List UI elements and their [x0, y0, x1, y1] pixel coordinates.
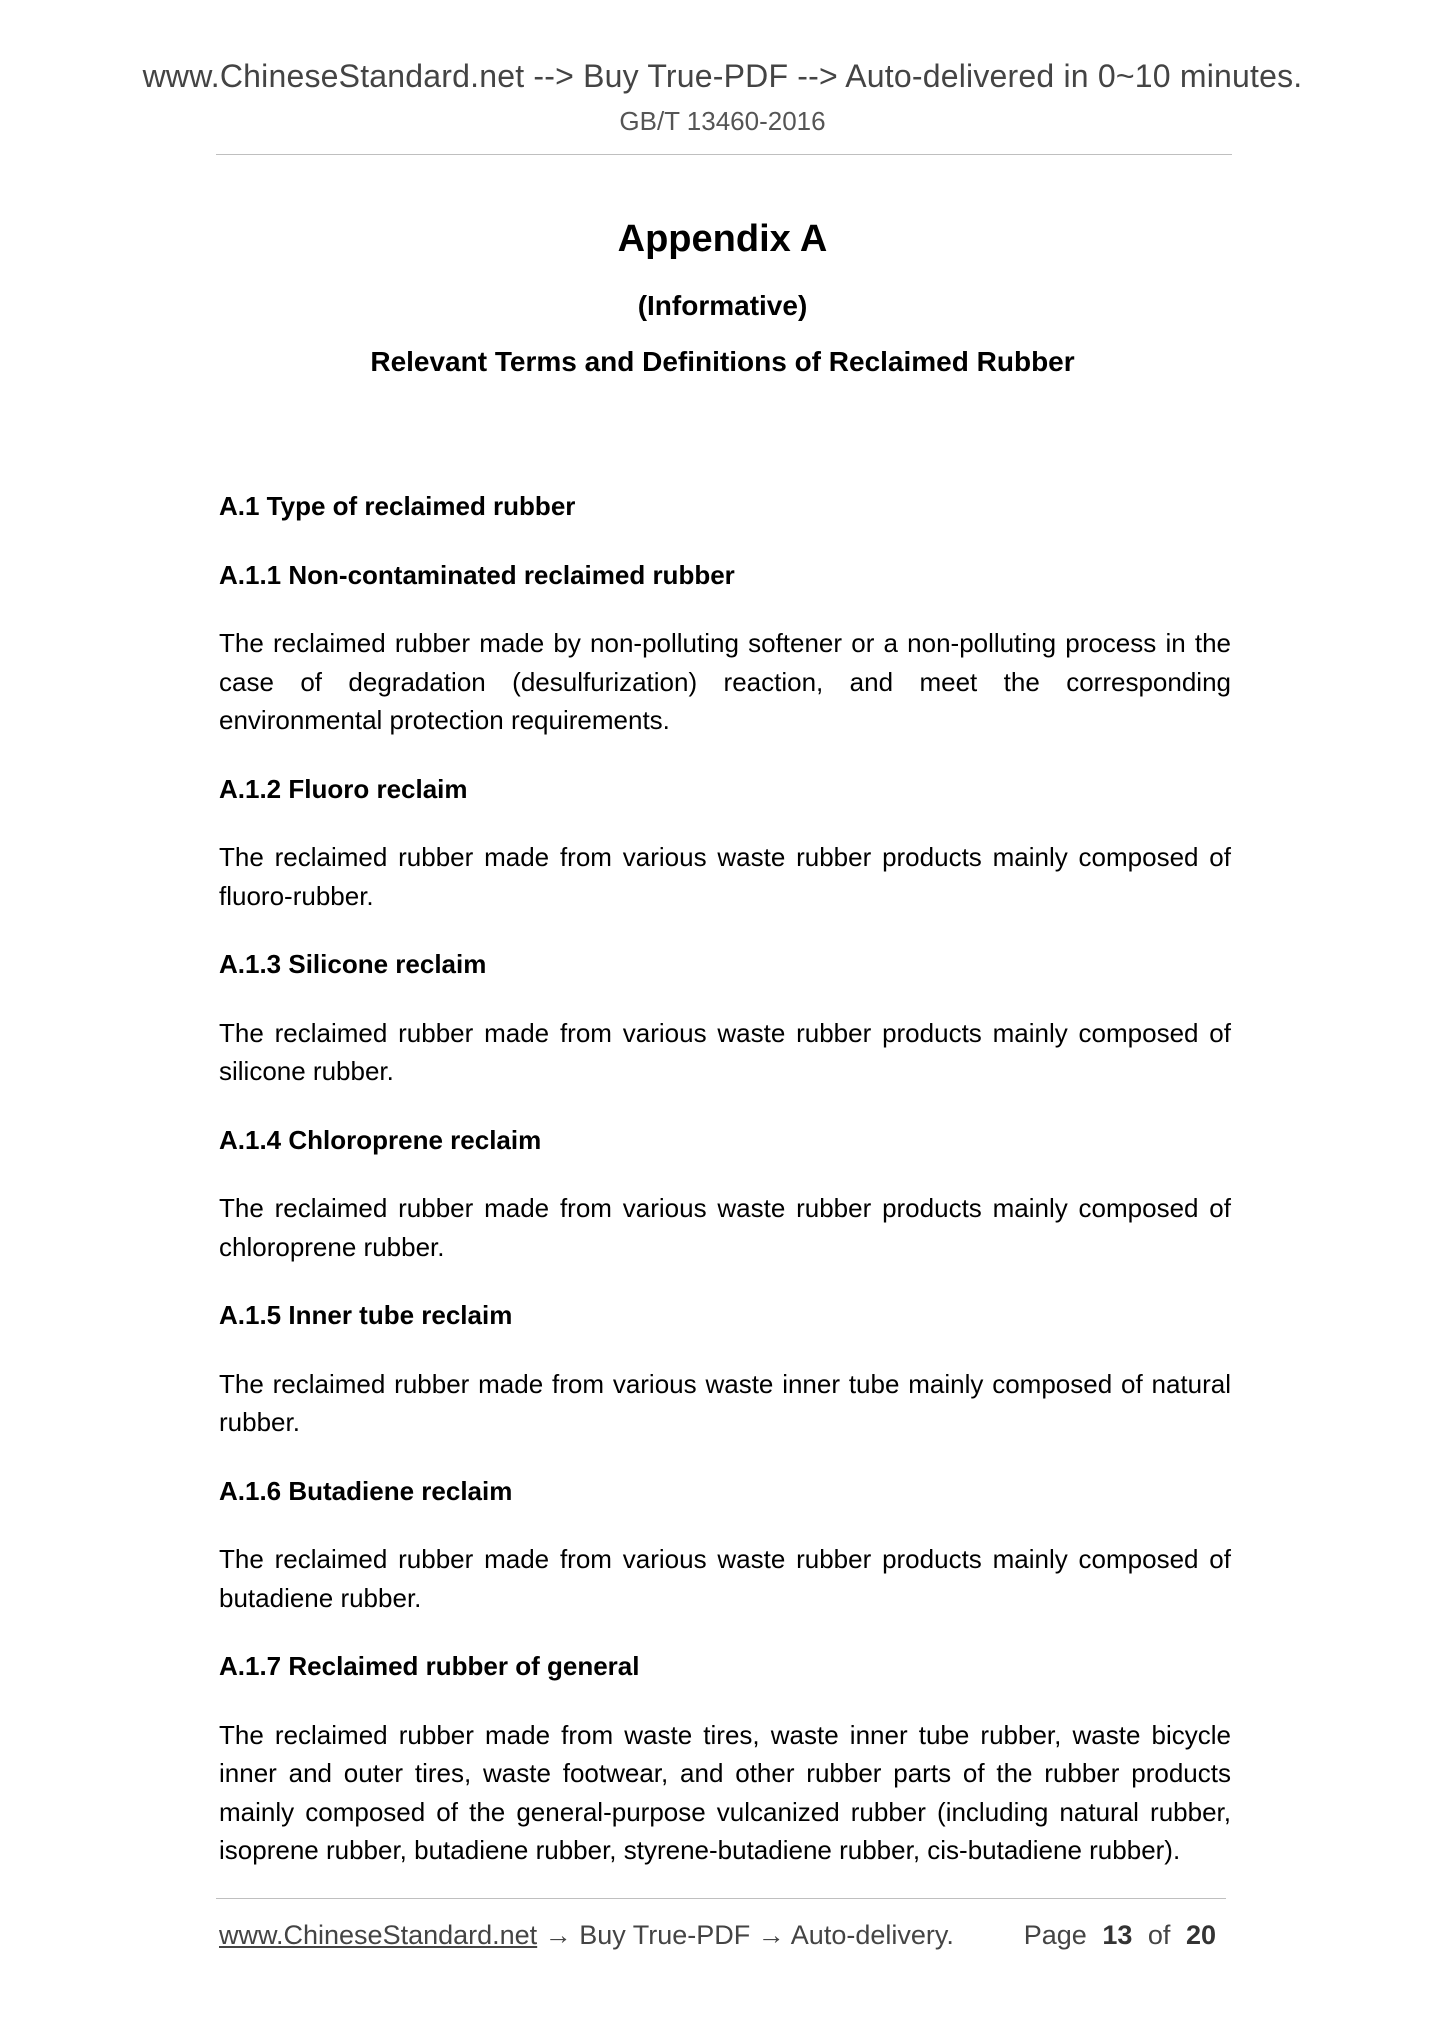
appendix-title: Appendix A	[617, 218, 828, 260]
section-heading-a1-6: A.1.6 Butadiene reclaim	[219, 1475, 513, 1506]
section-heading-a1-3: A.1.3 Silicone reclaim	[219, 949, 487, 979]
page-total: 20	[1185, 1920, 1216, 1950]
section-heading-a1-1: A.1.1 Non-contaminated reclaimed rubber	[219, 559, 735, 590]
section-heading-a1-5: A.1.5 Inner tube reclaim	[219, 1300, 513, 1330]
standard-number: GB/T 13460-2016	[619, 106, 826, 136]
page-indicator	[1024, 1920, 1224, 1951]
section-text-a1-5: The reclaimed rubber made from various waste inner tube mainly composed of natural rubber.	[219, 1368, 1231, 1437]
section-heading-a1-7: A.1.7 Reclaimed rubber of general	[219, 1651, 640, 1681]
header-divider	[216, 154, 1232, 155]
footer-site-link[interactable]: www.ChineseStandard.net	[219, 1920, 538, 1950]
section-heading-a1-4: A.1.4 Chloroprene reclaim	[219, 1124, 542, 1155]
page-label: Page	[1023, 1920, 1087, 1950]
appendix-subtitle: Relevant Terms and Definitions of Reclaimed Rubber	[370, 346, 1075, 377]
footer-divider	[216, 1898, 1226, 1899]
site-banner: www.ChineseStandard.net --> Buy True-PDF --> Auto-delivered in 0~10 minutes.	[142, 58, 1303, 94]
page-of-label: of	[1147, 1920, 1171, 1950]
section-text-a1-3: The reclaimed rubber made from various waste rubber products mainly composed of silicone rubber.	[219, 1017, 1231, 1086]
arrow-right-icon: →	[544, 1920, 572, 1950]
section-text-a1-6: The reclaimed rubber made from various waste rubber products mainly composed of butadiene rubber.	[219, 1544, 1231, 1613]
document-body	[219, 487, 1231, 1900]
appendix-informative-label: (Informative)	[637, 290, 808, 321]
section-text-a1-4: The reclaimed rubber made from various waste rubber products mainly composed of chloroprene rubber.	[219, 1193, 1231, 1262]
arrow-right-icon: →	[757, 1920, 785, 1950]
section-heading-a1: A.1 Type of reclaimed rubber	[219, 491, 576, 521]
footer-delivery-text: Auto-delivery.	[790, 1920, 954, 1950]
section-text-a1-2: The reclaimed rubber made from various waste rubber products mainly composed of fluoro-rubber.	[219, 842, 1231, 911]
section-text-a1-7: The reclaimed rubber made from waste tires, waste inner tube rubber, waste bicycle inner and outer tires, waste footwear, and other rubber parts of the rubber products mainly composed of the general-purpose vulcanized rubber (including natural rubber, isoprene rubber, butadiene rubber, styrene-butadiene rubber, cis-butadiene rubber).	[219, 1719, 1231, 1865]
section-text-a1-1: The reclaimed rubber made by non-polluting softener or a non-polluting process in the case of degradation (desulfurization) reaction, and meet the corresponding environmental protection requirements.	[219, 628, 1231, 735]
section-heading-a1-2: A.1.2 Fluoro reclaim	[219, 773, 468, 804]
page-current: 13	[1102, 1920, 1133, 1950]
footer-links	[219, 1920, 954, 1951]
footer-buy-text: Buy True-PDF	[579, 1920, 751, 1950]
